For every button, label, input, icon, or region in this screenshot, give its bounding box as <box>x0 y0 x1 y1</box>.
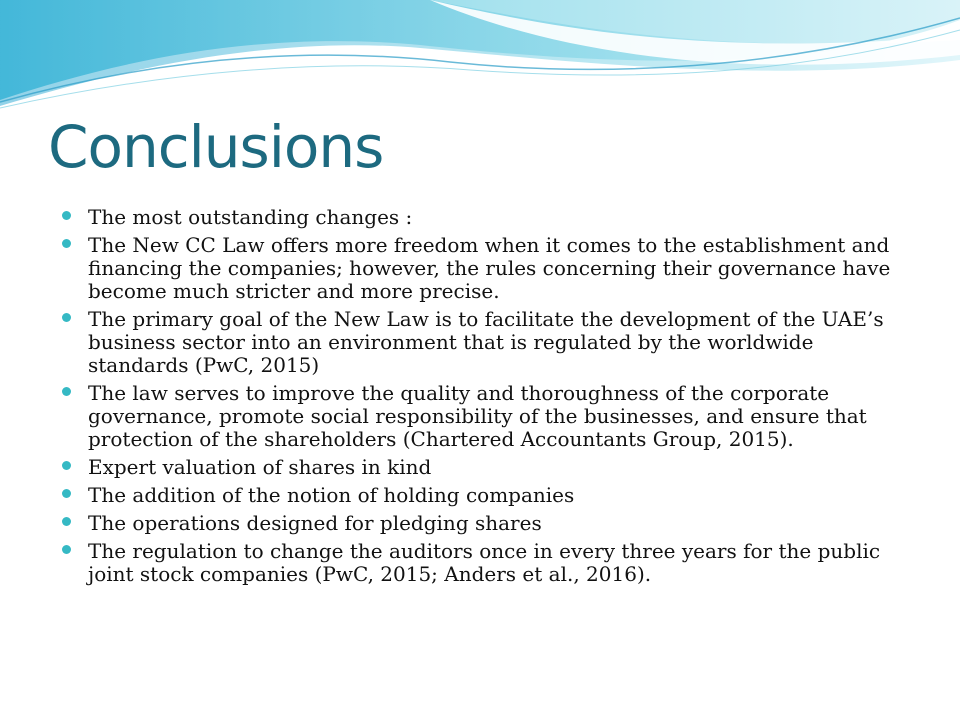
list-item <box>62 382 912 451</box>
bullet-text: The New CC Law offers more freedom when it comes to the establishment and financing the companies; however, the rules concerning their governance have become much stricter and more precise. <box>88 233 891 303</box>
bullet-dot-icon <box>62 211 71 220</box>
bullet-dot-icon <box>62 239 71 248</box>
list-item <box>62 206 912 229</box>
header-wave-decoration <box>0 0 960 120</box>
bullet-dot-icon <box>62 517 71 526</box>
bullet-text: The most outstanding changes : <box>88 205 413 229</box>
slide-title: Conclusions <box>48 113 384 181</box>
bullet-dot-icon <box>62 387 71 396</box>
bullet-text: The operations designed for pledging shares <box>88 511 542 535</box>
bullet-list <box>62 206 912 591</box>
list-item <box>62 484 912 507</box>
list-item <box>62 540 912 586</box>
list-item <box>62 234 912 303</box>
bullet-text: The addition of the notion of holding companies <box>88 483 575 507</box>
bullet-text: Expert valuation of shares in kind <box>88 455 432 479</box>
bullet-text: The primary goal of the New Law is to facilitate the development of the UAE’s business sector into an environment that is regulated by the worldwide standards (PwC, 2015) <box>88 307 884 377</box>
list-item <box>62 308 912 377</box>
bullet-text: The law serves to improve the quality and thoroughness of the corporate governance, promote social responsibility of the businesses, and ensure that protection of the shareholders (Chartered Accountants Group, 2015). <box>88 381 867 451</box>
list-item <box>62 456 912 479</box>
bullet-text: The regulation to change the auditors once in every three years for the public joint stock companies (PwC, 2015; Anders et al., 2016). <box>88 539 881 586</box>
bullet-dot-icon <box>62 461 71 470</box>
list-item <box>62 512 912 535</box>
bullet-dot-icon <box>62 313 71 322</box>
bullet-dot-icon <box>62 545 71 554</box>
bullet-dot-icon <box>62 489 71 498</box>
